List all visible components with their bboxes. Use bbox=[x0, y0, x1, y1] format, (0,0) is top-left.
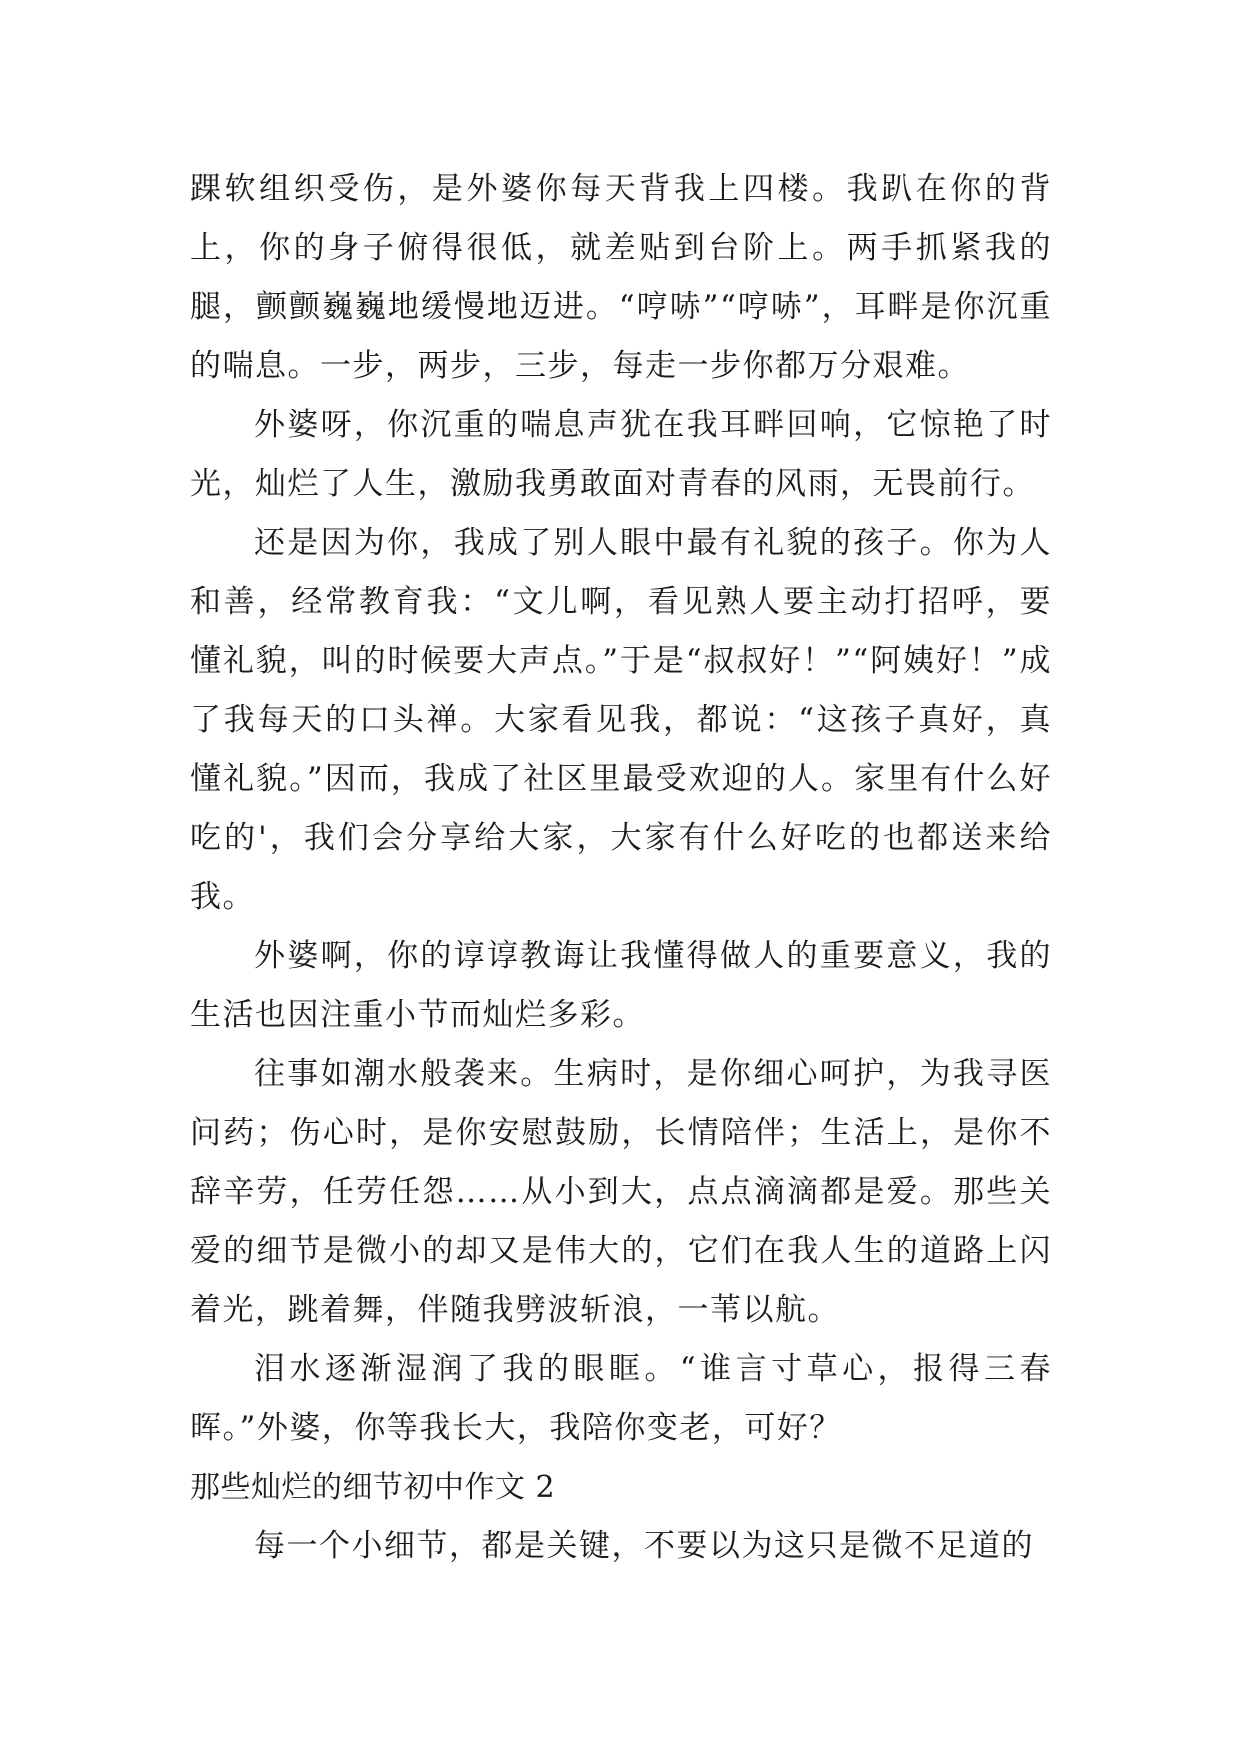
paragraph: 泪水逐渐湿润了我的眼眶。“谁言寸草心，报得三春晖。”外婆，你等我长大，我陪你变老，可好？ bbox=[190, 1351, 1052, 1446]
paragraph: 每一个小细节，都是关键，不要以为这只是微不足道的 bbox=[254, 1528, 1034, 1564]
paragraph: 还是因为你，我成了别人眼中最有礼貌的孩子。你为人和善，经常教育我：“文儿啊，看见熟人要主动打招呼，要懂礼貌，叫的时候要大声点。”于是“叔叔好！”“阿姨好！”成了我每天的口头禅。大家看见我，都说：“这孩子真好，真懂礼貌。”因而，我成了社区里最受欢迎的人。家里有什么好吃的'，我们会分享给大家，大家有什么好吃的也都送来给我。 bbox=[190, 525, 1052, 915]
section-title: 那些灿烂的细节初中作文 2 bbox=[190, 1470, 556, 1505]
paragraph: 外婆呀，你沉重的喘息声犹在我耳畔回响，它惊艳了时光，灿烂了人生，激励我勇敢面对青春的风雨，无畏前行。 bbox=[190, 407, 1052, 502]
document-body bbox=[190, 160, 1052, 1576]
paragraph-continued: 踝软组织受伤，是外婆你每天背我上四楼。我趴在你的背上，你的身子俯得很低，就差贴到台阶上。两手抓紧我的腿，颤颤巍巍地缓慢地迈进。“哼哧”“哼哧”，耳畔是你沉重的喘息。一步，两步，三步，每走一步你都万分艰难。 bbox=[190, 171, 1052, 384]
paragraph: 外婆啊，你的谆谆教诲让我懂得做人的重要意义，我的生活也因注重小节而灿烂多彩。 bbox=[190, 938, 1052, 1033]
paragraph: 往事如潮水般袭来。生病时，是你细心呵护，为我寻医问药；伤心时，是你安慰鼓励，长情陪伴；生活上，是你不辞辛劳，任劳任怨……从小到大，点点滴滴都是爱。那些关爱的细节是微小的却又是伟大的，它们在我人生的道路上闪着光，跳着舞，伴随我劈波斩浪，一苇以航。 bbox=[190, 1056, 1052, 1328]
